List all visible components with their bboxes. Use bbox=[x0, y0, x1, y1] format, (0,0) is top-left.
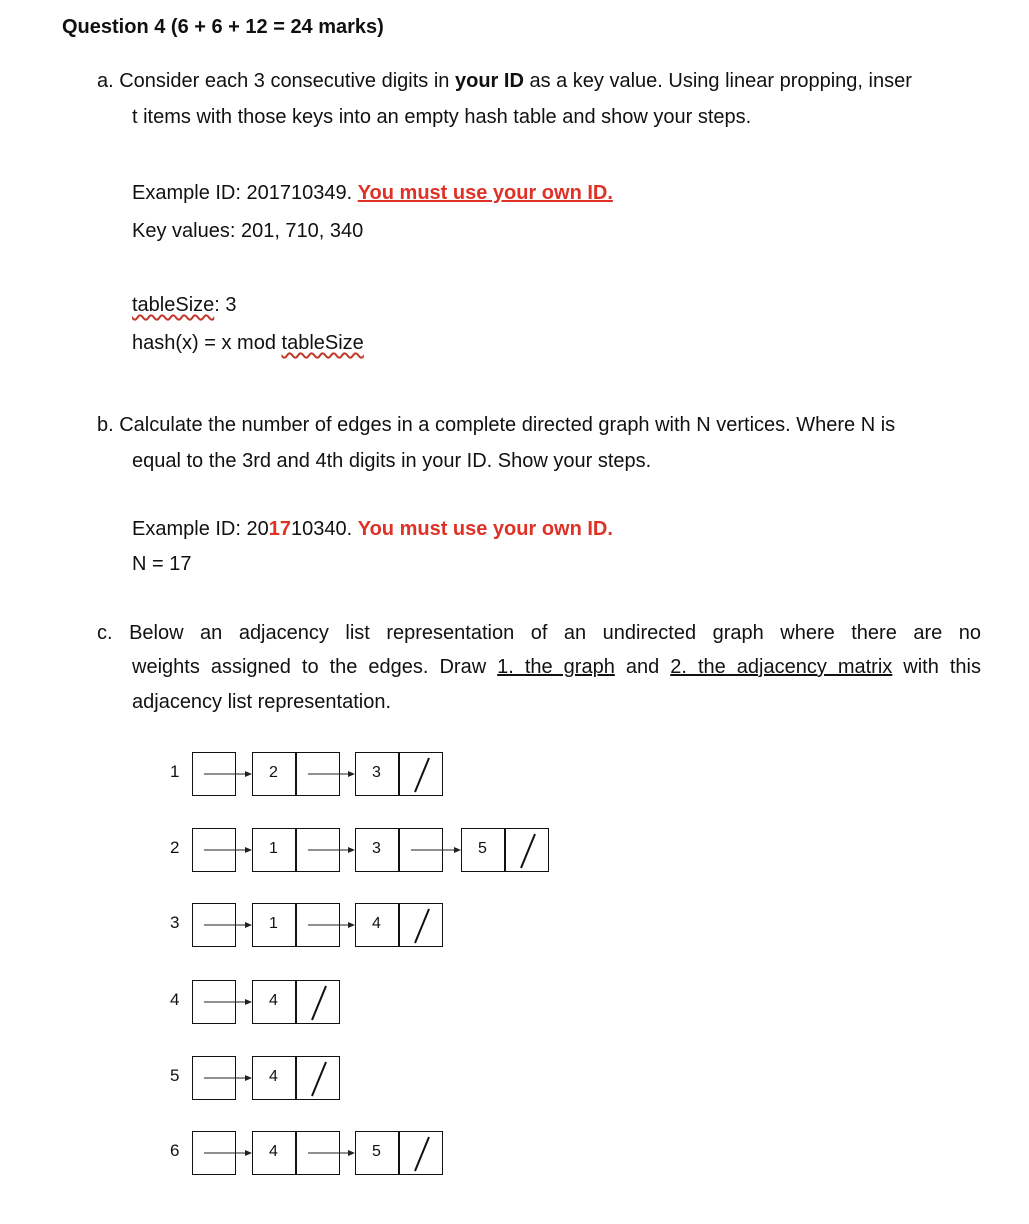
part-b-line1: b. Calculate the number of edges in a complete directed graph with N vertices. Where N is bbox=[97, 414, 896, 436]
question-title: Question 4 (6 + 6 + 12 = 24 marks) bbox=[62, 16, 384, 38]
vertex-label: 5 bbox=[170, 1066, 180, 1085]
part-a-keys: Key values: 201, 710, 340 bbox=[132, 220, 364, 242]
next-arrow-head bbox=[348, 847, 355, 853]
part-b-line2: equal to the 3rd and 4th digits in your ID. Show your steps. bbox=[132, 450, 652, 472]
part-a-tablesize: tableSize: 3 bbox=[132, 294, 237, 316]
node-value: 4 bbox=[269, 1143, 278, 1160]
part-c-line2: weights assigned to the edges. Draw 1. the graph and 2. the adjacency matrix with this bbox=[132, 656, 982, 678]
null-pointer-slash bbox=[312, 986, 326, 1020]
head-arrow-head bbox=[245, 847, 252, 853]
vertex-label: 2 bbox=[170, 838, 180, 857]
node-value: 1 bbox=[269, 915, 278, 932]
part-a-example: Example ID: 201710349. You must use your own ID. bbox=[132, 182, 613, 204]
null-pointer-slash bbox=[415, 909, 429, 943]
part-c-line3: adjacency list representation. bbox=[132, 691, 392, 713]
part-b-n-value: N = 17 bbox=[132, 553, 192, 575]
part-a-hash: hash(x) = x mod tableSize bbox=[132, 332, 364, 354]
next-arrow-head bbox=[348, 1150, 355, 1156]
node-value: 3 bbox=[372, 840, 381, 857]
null-pointer-slash bbox=[415, 1137, 429, 1171]
null-pointer-slash bbox=[415, 758, 429, 792]
head-arrow-head bbox=[245, 999, 252, 1005]
part-a-line1: a. Consider each 3 consecutive digits in your ID as a key value. Using linear propping, inser bbox=[97, 70, 912, 92]
part-a-line2: t items with those keys into an empty hash table and show your steps. bbox=[132, 106, 752, 128]
null-pointer-slash bbox=[521, 834, 535, 868]
node-value: 2 bbox=[269, 764, 278, 781]
vertex-label: 6 bbox=[170, 1141, 180, 1160]
head-arrow-head bbox=[245, 1150, 252, 1156]
head-arrow-head bbox=[245, 922, 252, 928]
vertex-label: 1 bbox=[170, 762, 180, 781]
head-arrow-head bbox=[245, 1075, 252, 1081]
next-arrow-head bbox=[454, 847, 461, 853]
node-value: 4 bbox=[372, 915, 381, 932]
node-value: 5 bbox=[478, 840, 487, 857]
part-b-example: Example ID: 201710340. You must use your own ID. bbox=[132, 518, 613, 540]
vertex-label: 3 bbox=[170, 913, 180, 932]
next-arrow-head bbox=[348, 922, 355, 928]
head-arrow-head bbox=[245, 771, 252, 777]
vertex-label: 4 bbox=[170, 990, 180, 1009]
node-value: 4 bbox=[269, 992, 278, 1009]
node-value: 5 bbox=[372, 1143, 381, 1160]
node-value: 4 bbox=[269, 1068, 278, 1085]
part-c-line1: c. Below an adjacency list representation of an undirected graph where there are no bbox=[97, 622, 981, 644]
next-arrow-head bbox=[348, 771, 355, 777]
null-pointer-slash bbox=[312, 1062, 326, 1096]
node-value: 1 bbox=[269, 840, 278, 857]
node-value: 3 bbox=[372, 764, 381, 781]
